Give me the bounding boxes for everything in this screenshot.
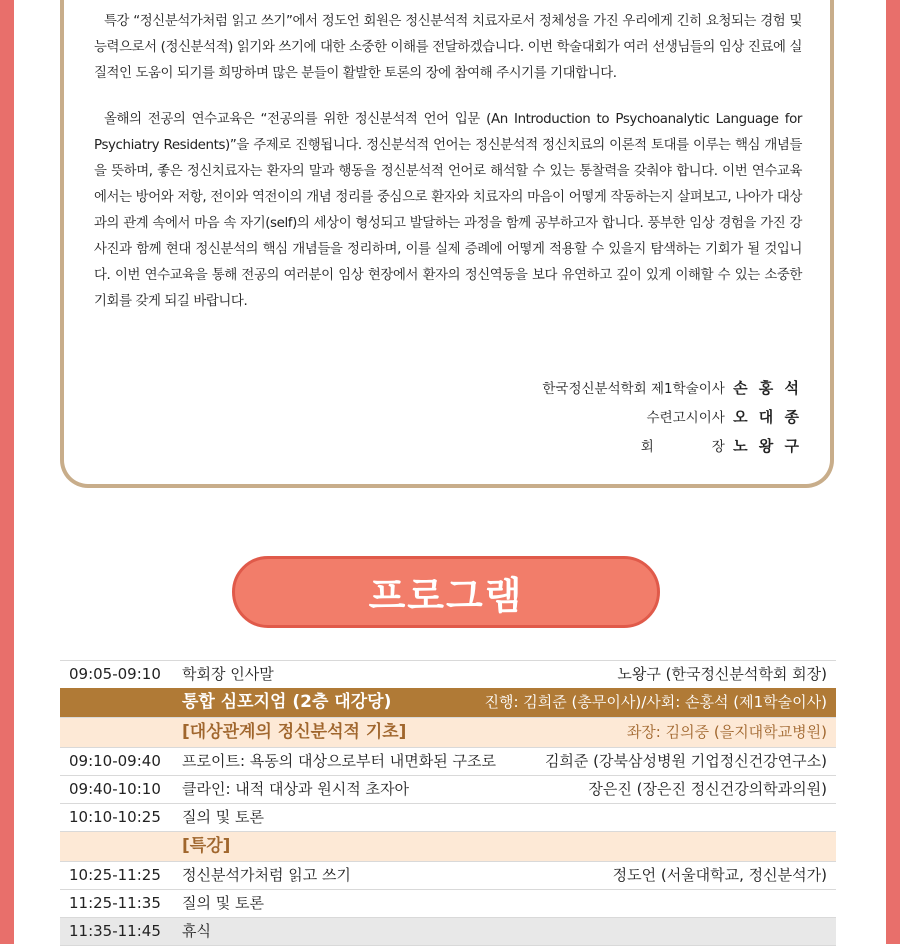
program-heading: [232, 556, 660, 628]
session-speaker: 좌장: 김의중 (을지대학교병원): [626, 723, 827, 741]
session-time: 09:05-09:10: [69, 665, 161, 683]
session-speaker: 장은진 (장은진 정신건강의학과의원): [588, 780, 827, 798]
program-heading-label: 프로그램: [368, 573, 524, 618]
session-title: 휴식: [182, 922, 211, 940]
right-border: [886, 0, 900, 944]
session-title: 통합 심포지엄 (2층 대강당): [182, 692, 392, 712]
session-speaker: 정도언 (서울대학교, 정신분석가): [612, 866, 827, 884]
letter-paragraph: 특강 “정신분석가처럼 읽고 쓰기”에서 정도언 회원은 정신분석적 치료자로서 정체성을 가진 우리에게 긴히 요청되는 경험 및 능력으로서 (정신분석적) 읽기와 쓰기에 대한 소중한 이해를 전달하겠습니다. 이번 학술대회가 여러 선생님들의 임상 진료에 실질적인 도움이 되기를 희망하며 많은 분들이 활발한 토론의 장에 참여해 주시기를 기대합니다.: [94, 14, 802, 81]
schedule-row: [60, 660, 836, 688]
signature-row: [542, 432, 802, 461]
schedule-row: [60, 861, 836, 889]
signature-row: [542, 374, 802, 403]
symposium-row: [60, 688, 836, 717]
break-row: [60, 917, 836, 946]
schedule-row: [60, 747, 836, 775]
signature-name: 노 왕 구: [733, 437, 802, 455]
session-speaker: 김희준 (강북삼성병원 기업정신건강연구소): [544, 752, 827, 770]
session-title: 학회장 인사말: [182, 665, 274, 683]
schedule-row: [60, 889, 836, 917]
session-time: 11:35-11:45: [69, 922, 161, 940]
session-title: [대상관계의 정신분석적 기초]: [182, 722, 407, 742]
session-title: 프로이트: 욕동의 대상으로부터 내면화된 구조로: [182, 752, 496, 770]
greeting-letter-text: [94, 9, 802, 335]
signature-title: 회 장: [640, 439, 725, 455]
schedule-table: [60, 660, 836, 946]
session-time: 11:25-11:35: [69, 894, 161, 912]
signature-name: 손 홍 석: [733, 379, 802, 397]
session-time: 09:40-10:10: [69, 780, 161, 798]
session-title: 질의 및 토론: [182, 808, 264, 826]
signature-title: 수련고시이사: [646, 410, 725, 426]
left-border: [0, 0, 14, 944]
letter-paragraph: 올해의 전공의 연수교육은 “전공의를 위한 정신분석적 언어 입문 (An Introduction to Psychoanalytic Language for Psychiatry Residents)”을 주제로 진행됩니다. 정신분석적 언어는 정신분석적 정신치료의 이론적 토대를 이루는 핵심 개념들을 뜻하며, 좋은 정신치료자는 환자의 말과 행동을 정신분석적 언어로 해석할 수 있는 통찰력을 갖춰야 합니다. 이번 연수교육에서는 방어와 저항, 전이와 역전이의 개념 정리를 중심으로 환자와 치료자의 마음이 어떻게 작동하는지 살펴보고, 나아가 대상과의 관계 속에서 마음 속 자기(self)의 세상이 형성되고 발달하는 과정을 함께 공부하고자 합니다. 풍부한 임상 경험을 가진 강사진과 함께 현대 정신분석의 핵심 개념들을 정리하며, 이를 실제 증례에 어떻게 적용할 수 있을지 탐색하는 기회가 될 것입니다. 이번 연수교육을 통해 전공의 여러분이 임상 현장에서 환자의 정신역동을 보다 유연하고 깊이 있게 이해할 수 있는 소중한 기회를 갖게 되길 바랍니다.: [94, 112, 802, 309]
session-time: 10:10-10:25: [69, 808, 161, 826]
schedule-row: [60, 803, 836, 831]
session-title: [특강]: [182, 836, 231, 856]
session-speaker: 진행: 김희준 (총무이사)/사회: 손홍석 (제1학술이사): [484, 693, 827, 711]
session-time: 10:25-11:25: [69, 866, 161, 884]
session-time: 09:10-09:40: [69, 752, 161, 770]
signature-name: 오 대 종: [733, 408, 802, 426]
session-title: 정신분석가처럼 읽고 쓰기: [182, 866, 351, 884]
section-row: [60, 717, 836, 747]
signatures: [542, 374, 802, 461]
session-title: 질의 및 토론: [182, 894, 264, 912]
signature-title: 한국정신분석학회 제1학술이사: [542, 381, 725, 397]
schedule-row: [60, 775, 836, 803]
section-row: [60, 831, 836, 861]
signature-row: [542, 403, 802, 432]
session-speaker: 노왕구 (한국정신분석학회 회장): [617, 665, 827, 683]
session-title: 클라인: 내적 대상과 원시적 초자아: [182, 780, 409, 798]
